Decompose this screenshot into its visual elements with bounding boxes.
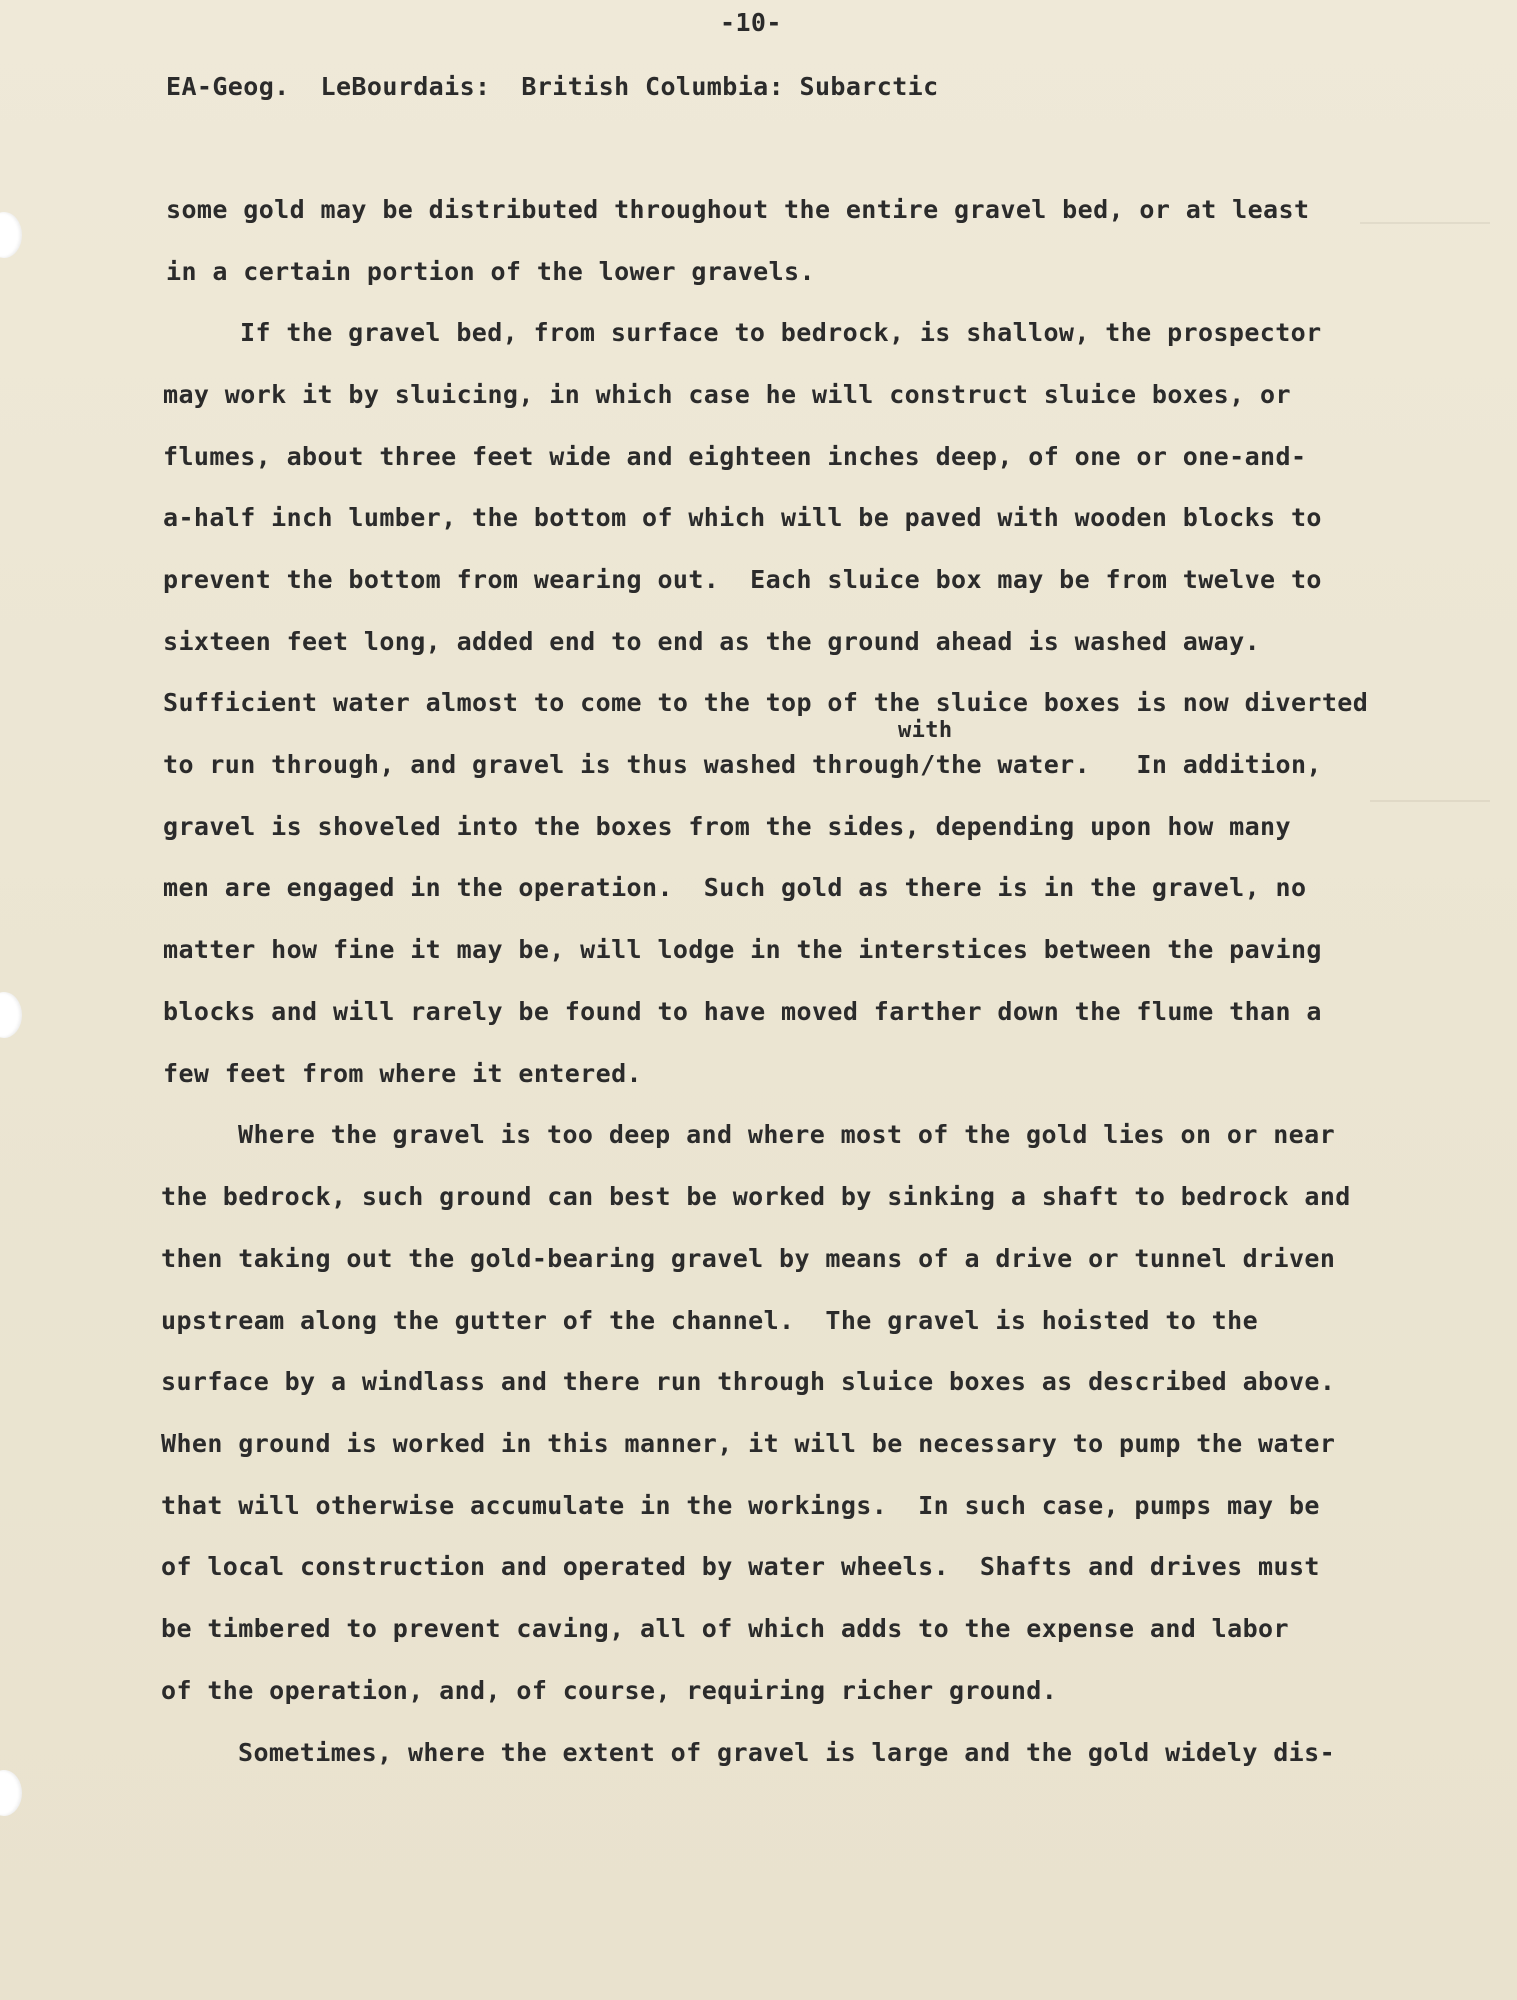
text-line: of the operation, and, of course, requiring richer ground. bbox=[161, 1676, 1058, 1705]
text-line: blocks and will rarely be found to have moved farther down the flume than a bbox=[163, 997, 1322, 1026]
page-number: -10- bbox=[720, 8, 782, 37]
text-line: upstream along the gutter of the channel. The gravel is hoisted to the bbox=[161, 1306, 1259, 1335]
text-line: some gold may be distributed throughout the entire gravel bed, or at least bbox=[166, 195, 1310, 224]
handwritten-insertion: with bbox=[898, 718, 953, 743]
text-line: that will otherwise accumulate in the workings. In such case, pumps may be bbox=[161, 1491, 1320, 1520]
running-head: EA-Geog. LeBourdais: British Columbia: Subarctic bbox=[166, 72, 939, 101]
punch-hole bbox=[0, 212, 22, 258]
faint-mark bbox=[1360, 222, 1490, 224]
text-line: a-half inch lumber, the bottom of which will be paved with wooden blocks to bbox=[163, 503, 1322, 532]
text-line: to run through, and gravel is thus washed through/the water. In addition, bbox=[163, 750, 1322, 779]
text-line: flumes, about three feet wide and eighteen inches deep, of one or one-and- bbox=[163, 442, 1307, 471]
text-line: gravel is shoveled into the boxes from the sides, depending upon how many bbox=[163, 812, 1291, 841]
text-line: prevent the bottom from wearing out. Each sluice box may be from twelve to bbox=[163, 565, 1322, 594]
text-line: Where the gravel is too deep and where most of the gold lies on or near bbox=[238, 1120, 1336, 1149]
text-line: men are engaged in the operation. Such gold as there is in the gravel, no bbox=[163, 873, 1307, 902]
text-line: of local construction and operated by water wheels. Shafts and drives must bbox=[161, 1552, 1320, 1581]
text-line: Sufficient water almost to come to the top of the sluice boxes is now diverted bbox=[163, 688, 1369, 717]
text-line: If the gravel bed, from surface to bedrock, is shallow, the prospector bbox=[240, 318, 1322, 347]
text-line: surface by a windlass and there run through sluice boxes as described above. bbox=[161, 1367, 1336, 1396]
text-line: Sometimes, where the extent of gravel is large and the gold widely dis- bbox=[238, 1738, 1336, 1767]
text-line: then taking out the gold-bearing gravel by means of a drive or tunnel driven bbox=[161, 1244, 1336, 1273]
text-line: in a certain portion of the lower gravels. bbox=[166, 257, 815, 286]
punch-hole bbox=[0, 1770, 22, 1816]
text-line: may work it by sluicing, in which case he will construct sluice boxes, or bbox=[163, 380, 1291, 409]
faint-mark bbox=[1370, 800, 1490, 802]
text-line: matter how fine it may be, will lodge in the interstices between the paving bbox=[163, 935, 1322, 964]
punch-hole bbox=[0, 992, 22, 1038]
text-line: few feet from where it entered. bbox=[163, 1059, 642, 1088]
text-line: be timbered to prevent caving, all of which adds to the expense and labor bbox=[161, 1614, 1289, 1643]
text-line: sixteen feet long, added end to end as the ground ahead is washed away. bbox=[163, 627, 1261, 656]
text-line: When ground is worked in this manner, it will be necessary to pump the water bbox=[161, 1429, 1336, 1458]
text-line: the bedrock, such ground can best be worked by sinking a shaft to bedrock and bbox=[161, 1182, 1351, 1211]
